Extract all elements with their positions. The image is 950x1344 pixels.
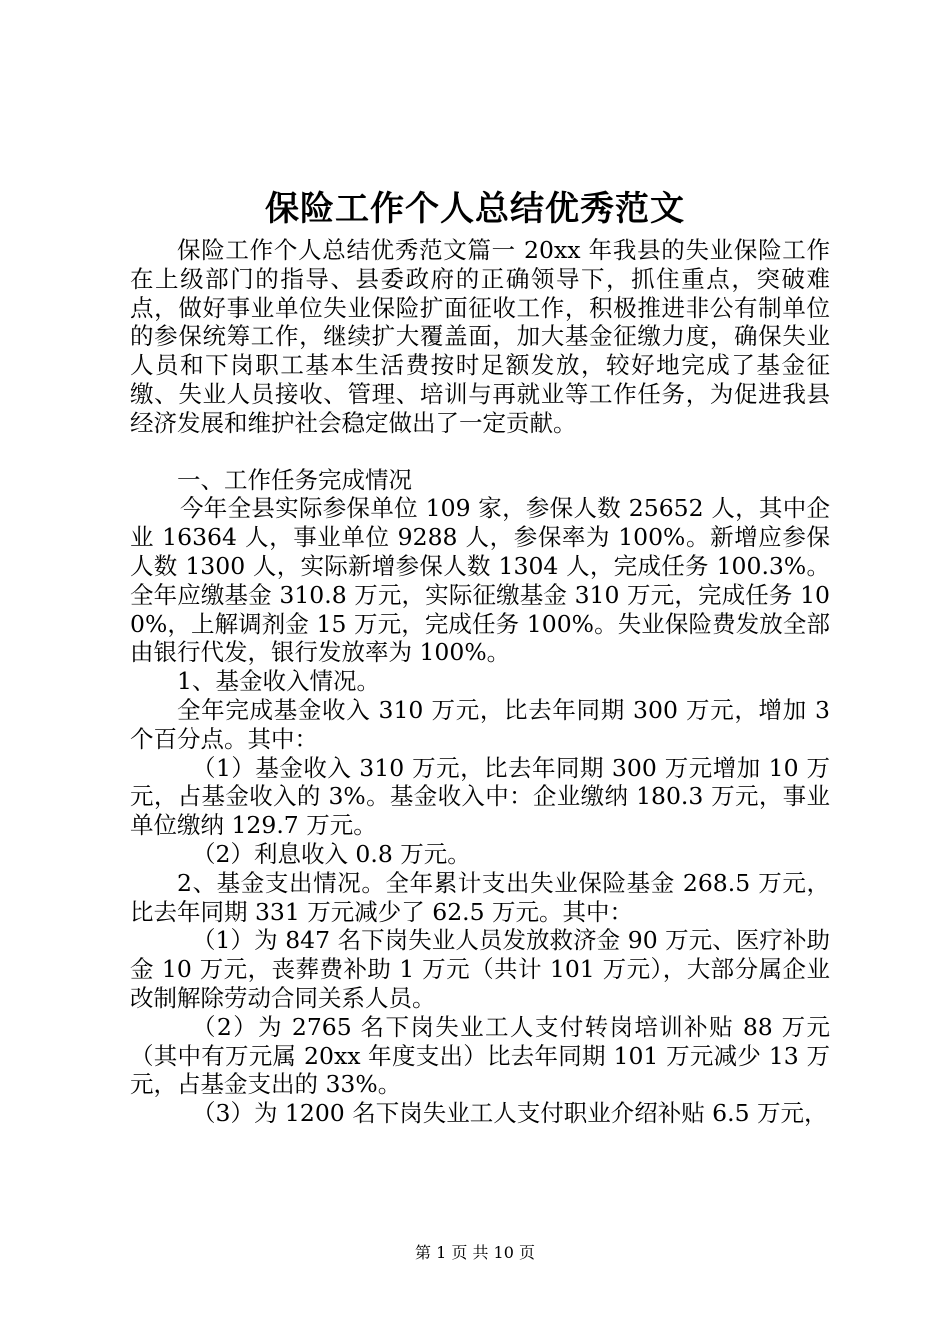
page-footer: 第 1 页 共 10 页 [415,1243,535,1262]
paragraph-gap [130,438,830,466]
subsection-heading: 2、基金支出情况。全年累计支出失业保险基金 268.5 万元，比去年同期 331 万元减少了 62.5 万元。其中： [130,868,830,926]
list-item: （3）为 1200 名下岗失业工人支付职业介绍补贴 6.5 万元， [192,1099,828,1128]
list-item: （1）为 847 名下岗失业人员发放救济金 90 万元、医疗补助金 10 万元，丧葬费补助 1 万元（共计 101 万元），大部分属企业改制解除劳动合同关系人员。 [130,926,830,1012]
page-title: 保险工作个人总结优秀范文 [265,189,685,229]
list-item: （2）利息收入 0.8 万元。 [192,839,471,868]
section-heading: 一、工作任务完成情况 [177,465,412,494]
subsection-heading: 1、基金收入情况。 [177,667,380,696]
list-item: （1）基金收入 310 万元，比去年同期 300 万元增加 10 万元，占基金收入的 3%。基金收入中：企业缴纳 180.3 万元，事业单位缴纳 129.7 万元。 [130,753,830,840]
body-paragraph: 今年全县实际参保单位 109 家，参保人数 25652 人，其中企业 16364 人，事业单位 9288 人，参保率为 100%。新增应参保人数 1300 人，实际新增参保人数 1304 人，完成任务 100.3%。全年应缴基金 310.8 万元，实际征缴基金 310 万元，完成任务 100%，上解调剂金 15 万元，完成任务 100%。失业保险费发放全部由银行代发，银行发放率为 100%。 [130,494,830,667]
intro-paragraph: 保险工作个人总结优秀范文篇一 20xx 年我县的失业保险工作在上级部门的指导、县委政府的正确领导下，抓住重点，突破难点，做好事业单位失业保险扩面征收工作，积极推进非公有制单位的参保统筹工作，继续扩大覆盖面，加大基金征缴力度，确保失业人员和下岗职工基本生活费按时足额发放，较好地完成了基金征缴、失业人员接收、管理、培训与再就业等工作任务，为促进我县经济发展和维护社会稳定做出了一定贡献。 [130,236,830,437]
document-body [130,236,830,1128]
body-paragraph: 全年完成基金收入 310 万元，比去年同期 300 万元，增加 3 个百分点。其中： [130,695,830,753]
list-item: （2）为 2765 名下岗失业工人支付转岗培训补贴 88 万元（其中有万元属 20xx 年度支出）比去年同期 101 万元减少 13 万元，占基金支出的 33%。 [130,1012,830,1099]
